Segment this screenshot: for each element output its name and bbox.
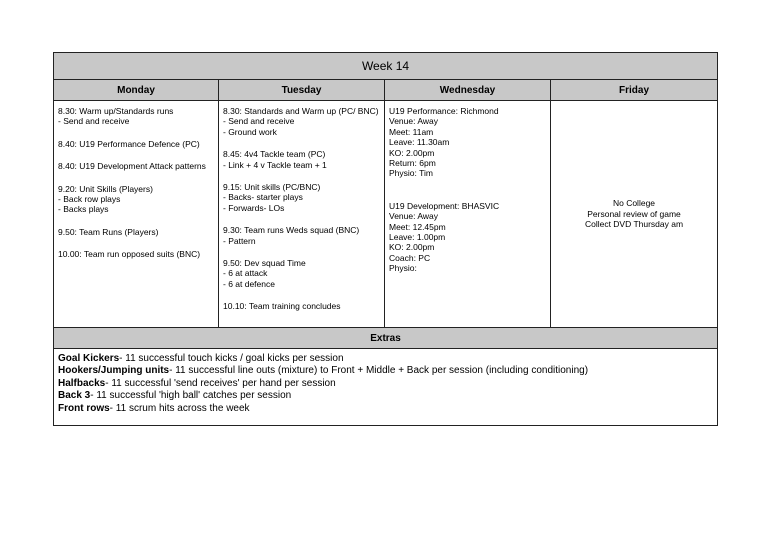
monday-entry-line: 8.40: U19 Performance Defence (PC) [58, 138, 200, 149]
day-header-tuesday: Tuesday [219, 80, 385, 101]
wednesday-entry-line: Physio: [389, 263, 417, 274]
tuesday-entry-line: 10.10: Team training concludes [223, 301, 341, 312]
week-title: Week 14 [54, 53, 718, 80]
tuesday-entry-line: 9.50: Dev squad Time [223, 258, 306, 269]
monday-entries [54, 101, 218, 260]
wednesday-entry-line: Leave: 1.00pm [389, 232, 446, 243]
extras-item-text: - 11 successful touch kicks / goal kicks per session [119, 353, 344, 364]
tuesday-entry-line: - Forwards- LOs [223, 202, 285, 213]
monday-entry [58, 139, 214, 149]
tuesday-entry-line: 9.15: Unit skills (PC/BNC) [223, 182, 321, 193]
monday-entry [58, 249, 214, 259]
tuesday-entry [223, 258, 380, 289]
extras-item [58, 403, 713, 415]
tuesday-entry [223, 149, 380, 170]
extras-item-text: - 11 successful 'send receives' per hand per session [105, 377, 336, 389]
day-header-wednesday: Wednesday [385, 80, 551, 101]
tuesday-entry [223, 225, 380, 246]
extras-title: Extras [54, 328, 718, 349]
tuesday-entry [223, 106, 380, 137]
tuesday-entry [223, 182, 380, 213]
tuesday-entry [223, 301, 380, 311]
tuesday-entry-line: - Ground work [223, 126, 277, 137]
wednesday-entry-line: Leave: 11.30am [389, 137, 450, 148]
wednesday-entry-line: Meet: 11am [389, 126, 434, 137]
monday-entry-line: - Back row plays [58, 194, 121, 205]
monday-entry-line: - Send and receive [58, 116, 130, 127]
weekly-schedule-table [53, 52, 718, 426]
wednesday-entry-line: Return: 6pm [389, 158, 436, 169]
tuesday-entry-line: - Send and receive [223, 116, 295, 127]
extras-item-text: - 11 scrum hits across the week [109, 402, 250, 414]
tuesday-entry-line: 8.30: Standards and Warm up (PC/ BNC) [223, 106, 379, 116]
tuesday-entry-line: - 6 at attack [223, 268, 268, 279]
tuesday-entry-line: - 6 at defence [223, 278, 275, 289]
monday-entry [58, 227, 214, 237]
extras-item-label: Front rows [58, 402, 110, 414]
extras-list [54, 349, 718, 426]
monday-entry-line: 8.30: Warm up/Standards runs [58, 106, 174, 116]
tuesday-schedule [219, 101, 385, 328]
wednesday-entry [389, 201, 546, 274]
extras-item [58, 365, 713, 377]
monday-entry-line: - Backs plays [58, 204, 109, 215]
monday-entry-line: 9.20: Unit Skills (Players) [58, 183, 153, 194]
wednesday-entry-line: U19 Development: BHASVIC [389, 200, 500, 211]
wednesday-entry-line: Venue: Away [389, 116, 438, 127]
wednesday-entry-line: Venue: Away [389, 211, 438, 222]
extras-item-label: Goal Kickers [58, 353, 120, 364]
monday-entry [58, 161, 214, 171]
wednesday-entry [389, 106, 546, 179]
friday-line: Personal review of game [587, 208, 681, 219]
extras-item-text: - 11 successful 'high ball' catches per session [90, 390, 292, 402]
extras-item [58, 390, 713, 402]
wednesday-entry-line: Coach: PC [389, 252, 431, 263]
extras-item [58, 353, 713, 365]
tuesday-entry-line: - Link + 4 v Tackle team + 1 [223, 159, 327, 170]
tuesday-entry-line: 9.30: Team runs Weds squad (BNC) [223, 225, 360, 236]
monday-entry-line: 8.40: U19 Development Attack patterns [58, 161, 206, 172]
tuesday-entry-line: - Pattern [223, 235, 256, 246]
monday-entry-line: 9.50: Team Runs (Players) [58, 226, 159, 237]
tuesday-entry-line: 8.45: 4v4 Tackle team (PC) [223, 149, 326, 160]
monday-schedule [54, 101, 219, 328]
day-header-monday: Monday [54, 80, 219, 101]
day-header-friday: Friday [551, 80, 718, 101]
wednesday-entry-line: U19 Performance: Richmond [389, 106, 499, 116]
extras-item-text: - 11 successful line outs (mixture) to Front + Middle + Back per session (including conditioning) [169, 365, 589, 377]
wednesday-schedule [385, 101, 551, 328]
monday-entry-line: 10.00: Team run opposed suits (BNC) [58, 249, 201, 260]
friday-line: No College [612, 198, 656, 209]
extras-item-label: Back 3 [58, 390, 91, 402]
wednesday-entry-line: KO: 2.00pm [389, 242, 435, 253]
tuesday-entries [219, 101, 384, 312]
extras-item [58, 378, 713, 390]
friday-line: Collect DVD Thursday am [584, 219, 684, 230]
tuesday-entry-line: - Backs- starter plays [223, 192, 303, 203]
wednesday-entry-line: Physio: Tim [389, 168, 433, 179]
extras-item-label: Halfbacks [58, 377, 106, 389]
friday-schedule [551, 101, 718, 328]
monday-entry [58, 106, 214, 127]
wednesday-entry-line: Meet: 12.45pm [389, 221, 446, 232]
wednesday-entries [385, 101, 550, 274]
extras-item-label: Hookers/Jumping units [58, 365, 170, 377]
monday-entry [58, 184, 214, 215]
wednesday-entry-line: KO: 2.00pm [389, 147, 435, 158]
